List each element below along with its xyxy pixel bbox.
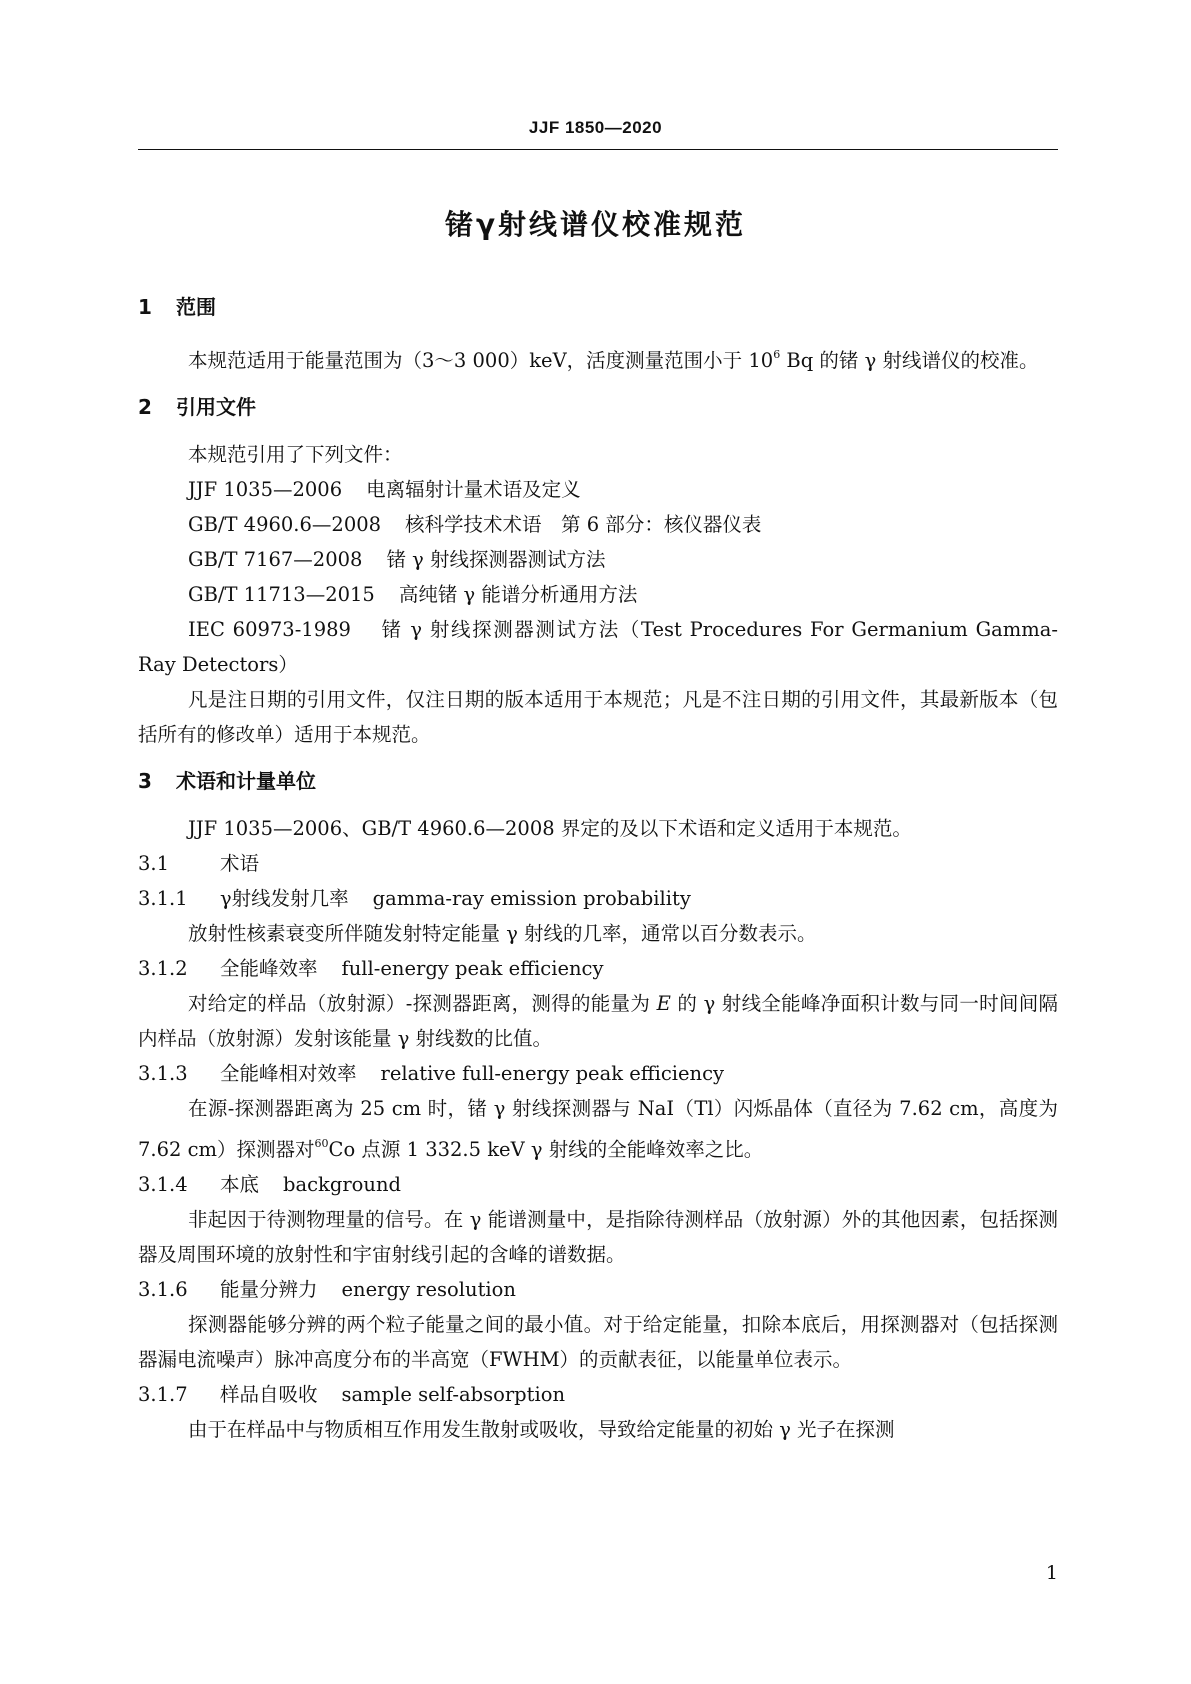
scope-paragraph xyxy=(138,337,1058,378)
term-name-cn: 全能峰相对效率 xyxy=(220,1062,357,1085)
reference-name: 锗 γ 射线探测器测试方法 xyxy=(386,548,606,571)
section-number: 2 xyxy=(138,395,152,419)
document-title: 锗γ射线谱仪校准规范 xyxy=(444,208,747,241)
term-name-cn: γ射线发射几率 xyxy=(220,887,349,910)
term-heading xyxy=(138,951,1058,986)
reference-item xyxy=(138,507,1058,542)
term-heading xyxy=(138,1056,1058,1091)
section-3-heading xyxy=(138,764,1058,799)
section-title: 术语和计量单位 xyxy=(176,769,316,793)
term-name-en: sample self-absorption xyxy=(341,1383,566,1406)
energy-variable: E xyxy=(656,992,671,1015)
term-number: 3.1.6 xyxy=(138,1278,188,1301)
term-heading xyxy=(138,1377,1058,1412)
term-heading xyxy=(138,1167,1058,1202)
reference-name: 高纯锗 γ 能谱分析通用方法 xyxy=(398,583,638,606)
terms-intro: JJF 1035—2006、GB/T 4960.6—2008 界定的及以下术语和定义适用于本规范。 xyxy=(188,817,912,840)
section-title: 范围 xyxy=(176,295,216,319)
reference-name: 锗 γ 射线探测器测试方法（Test Procedures For Germanium Gamma-Ray Detectors） xyxy=(138,618,1058,676)
term-name-en: background xyxy=(283,1173,402,1196)
term-definition: 由于在样品中与物质相互作用发生散射或吸收，导致给定能量的初始 γ 光子在探测 xyxy=(188,1418,895,1441)
term-name-en: gamma-ray emission probability xyxy=(372,887,691,910)
term-number: 3.1.3 xyxy=(138,1062,188,1085)
definition-text-a: 对给定的样品（放射源）-探测器距离，测得的能量为 xyxy=(188,992,657,1015)
reference-item-iec xyxy=(138,612,1058,682)
header-rule xyxy=(138,149,1058,150)
definition-text-a: 在源-探测器距离为 25 cm 时，锗 γ 射线探测器与 NaI（Tl）闪烁晶体（直径为 7.62 cm，高度为 7.62 cm）探测器对 xyxy=(138,1097,1058,1161)
section-number: 1 xyxy=(138,295,152,319)
reference-code: GB/T 7167—2008 xyxy=(188,548,363,571)
reference-code: GB/T 11713—2015 xyxy=(188,583,375,606)
standard-code-header: JJF 1850—2020 xyxy=(528,118,663,137)
reference-code: GB/T 4960.6—2008 xyxy=(188,513,382,536)
subsection-number: 3.1 xyxy=(138,852,170,875)
term-number: 3.1.1 xyxy=(138,887,188,910)
reference-item xyxy=(138,472,1058,507)
term-definition: 放射性核素衰变所伴随发射特定能量 γ 射线的几率，通常以百分数表示。 xyxy=(188,922,817,945)
reference-name: 核科学技术术语 第 6 部分：核仪器仪表 xyxy=(405,513,762,536)
term-heading xyxy=(138,881,1058,916)
term-name-en: energy resolution xyxy=(341,1278,516,1301)
reference-code: IEC 60973-1989 xyxy=(188,618,351,641)
term-name-en: relative full-energy peak efficiency xyxy=(380,1062,725,1085)
references-intro: 本规范引用了下列文件： xyxy=(188,443,403,466)
isotope-superscript: 60 xyxy=(314,1137,329,1150)
reference-code: JJF 1035—2006 xyxy=(188,478,343,501)
subsection-title: 术语 xyxy=(220,852,260,875)
section-title: 引用文件 xyxy=(176,395,256,419)
term-definition: 非起因于待测物理量的信号。在 γ 能谱测量中，是指除待测样品（放射源）外的其他因素，包括探测器及周围环境的放射性和宇宙射线引起的含峰的谱数据。 xyxy=(138,1208,1058,1266)
term-heading xyxy=(138,1272,1058,1307)
page-number: 1 xyxy=(1045,1562,1058,1584)
document-body xyxy=(138,290,1058,1447)
term-definition: 探测器能够分辨的两个粒子能量之间的最小值。对于给定能量，扣除本底后，用探测器对（包括探测器漏电流噪声）脉冲高度分布的半高宽（FWHM）的贡献表征，以能量单位表示。 xyxy=(138,1313,1058,1371)
definition-text-b: Co 点源 1 332.5 keV γ 射线的全能峰效率之比。 xyxy=(328,1138,764,1161)
term-name-cn: 能量分辨力 xyxy=(220,1278,318,1301)
scope-superscript: 6 xyxy=(773,348,781,361)
references-note: 凡是注日期的引用文件，仅注日期的版本适用于本规范；凡是不注日期的引用文件，其最新版本（包括所有的修改单）适用于本规范。 xyxy=(138,688,1058,746)
term-definition xyxy=(138,1091,1058,1167)
scope-text-a: 本规范适用于能量范围为（3～3 000）keV，活度测量范围小于 10 xyxy=(188,349,774,372)
section-2-heading xyxy=(138,390,1058,425)
reference-name: 电离辐射计量术语及定义 xyxy=(366,478,581,501)
term-name-cn: 本底 xyxy=(220,1173,260,1196)
term-definition xyxy=(138,986,1058,1056)
definition-text-b: 的 γ 射线全能峰净面积计数与同一时间间隔内样品（放射源）发射该能量 γ 射线数的比值。 xyxy=(138,992,1058,1050)
term-name-en: full-energy peak efficiency xyxy=(341,957,604,980)
section-number: 3 xyxy=(138,769,152,793)
term-name-cn: 样品自吸收 xyxy=(220,1383,318,1406)
term-number: 3.1.2 xyxy=(138,957,188,980)
reference-item xyxy=(138,577,1058,612)
section-1-heading xyxy=(138,290,1058,325)
subsection-heading xyxy=(138,846,1058,881)
term-name-cn: 全能峰效率 xyxy=(220,957,318,980)
scope-text-b: Bq 的锗 γ 射线谱仪的校准。 xyxy=(780,349,1039,372)
term-number: 3.1.7 xyxy=(138,1383,188,1406)
term-number: 3.1.4 xyxy=(138,1173,188,1196)
reference-item xyxy=(138,542,1058,577)
